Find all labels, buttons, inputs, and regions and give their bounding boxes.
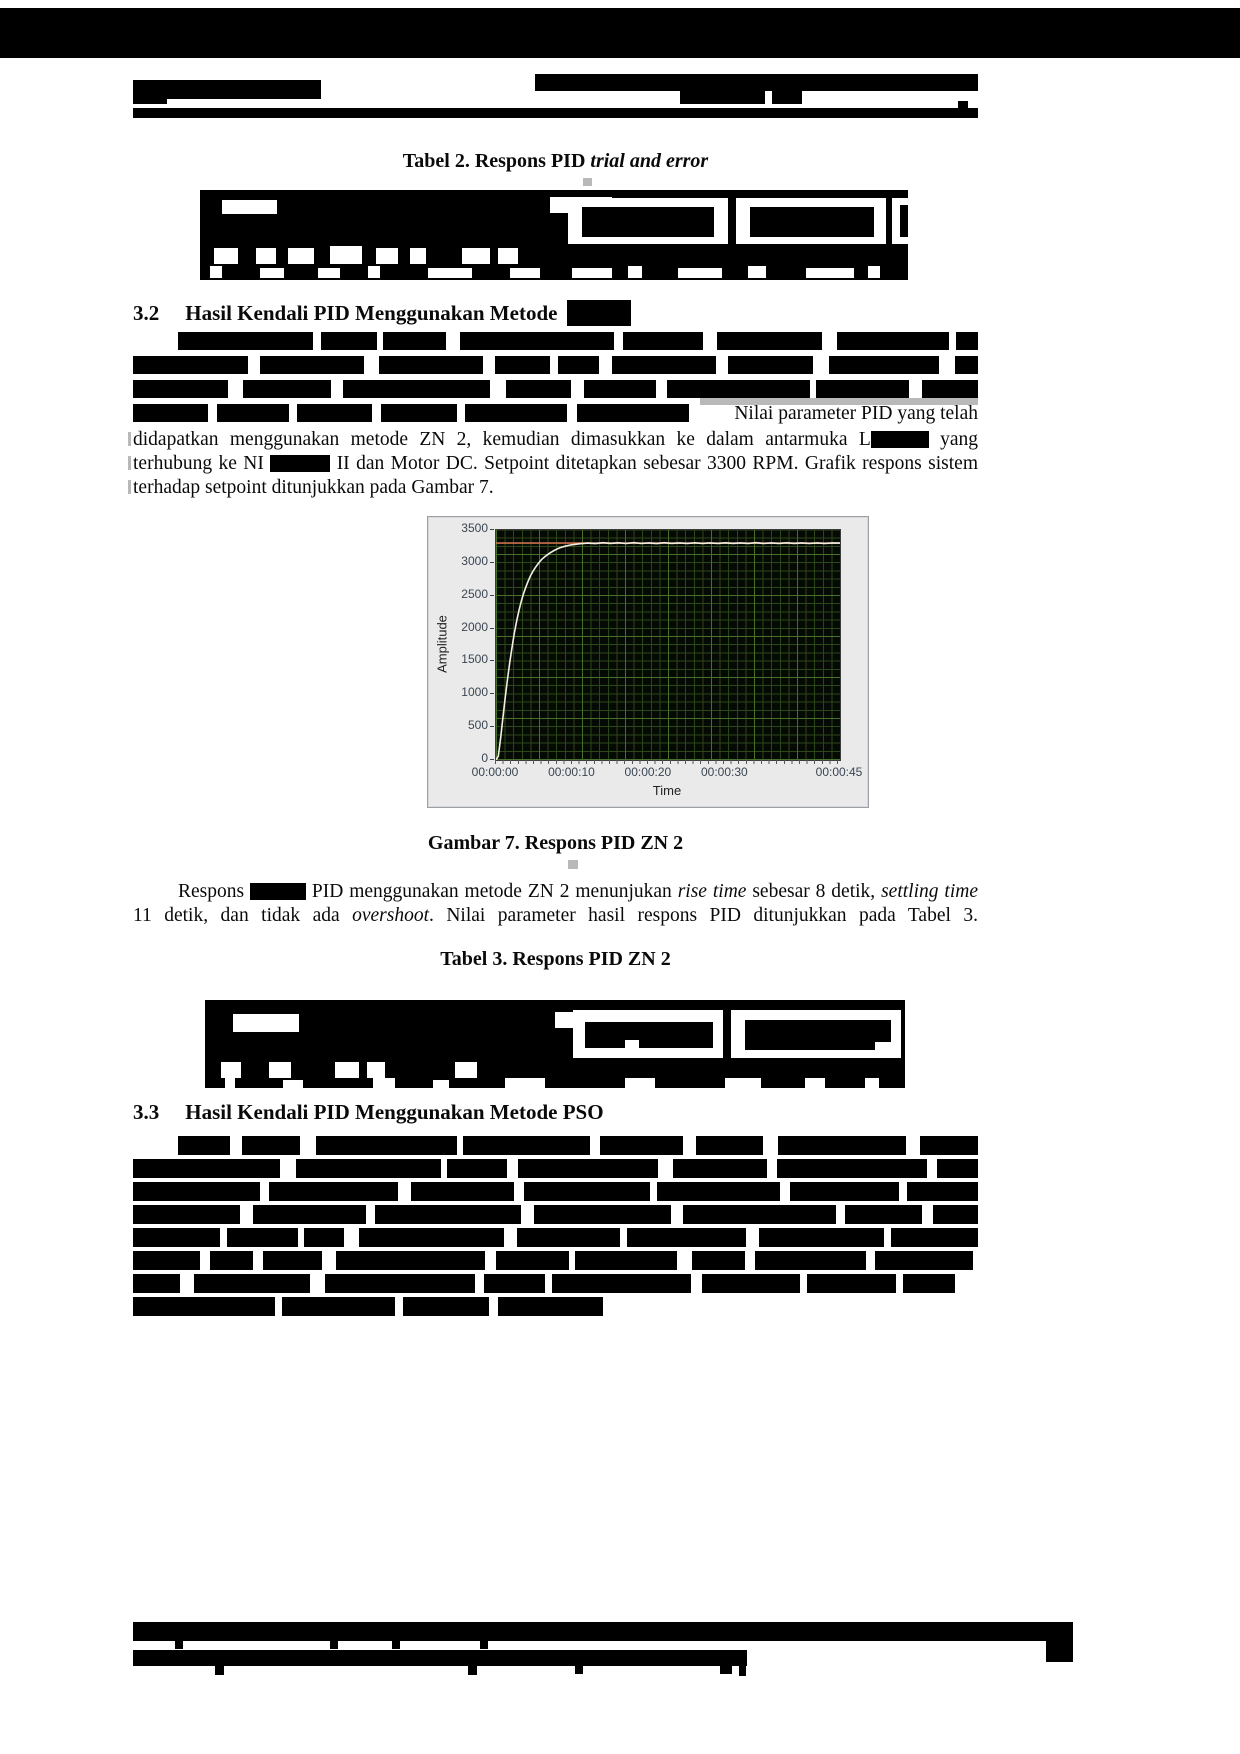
- redacted-text-block: [460, 332, 614, 350]
- redacted-text-block: [411, 1182, 514, 1201]
- redacted-word: [250, 883, 306, 900]
- redacted-table-2: [200, 190, 908, 280]
- redacted-text-block: [133, 1251, 200, 1270]
- redacted-top-banner: [0, 8, 1240, 58]
- redacted-text-line: [133, 380, 978, 398]
- redacted-header-right-line1: [535, 74, 978, 91]
- redaction-gap: [462, 248, 490, 264]
- redacted-word: [270, 455, 330, 472]
- y-tick-label: 1000: [461, 685, 488, 700]
- header-rule: [133, 108, 978, 118]
- redacted-text-block: [907, 1182, 978, 1201]
- redacted-text-block: [702, 1274, 800, 1293]
- text-run: terhadap setpoint ditunjukkan pada Gambar 7.: [133, 477, 494, 498]
- redacted-text-block: [498, 1297, 603, 1316]
- paragraph-3-2-line6: [133, 452, 978, 477]
- redaction-gap: [318, 268, 340, 278]
- redaction-gap: [625, 1040, 639, 1048]
- redaction-gap: [260, 268, 284, 278]
- y-tick-label: 2000: [461, 619, 488, 634]
- redacted-text-line: [178, 1136, 978, 1155]
- scan-artifact: [568, 860, 578, 869]
- redacted-text-block: [600, 1136, 683, 1155]
- redacted-footer-tick: [468, 1666, 477, 1675]
- redaction-gap: [269, 1062, 291, 1078]
- text-run: sebesar 8 detik,: [746, 881, 882, 902]
- redacted-journal-name: [133, 80, 321, 99]
- text-run: settling time: [881, 881, 978, 902]
- redacted-text-block: [778, 1136, 906, 1155]
- redacted-text-block: [717, 332, 822, 350]
- table2-caption-text: Tabel 2. Respons PID: [402, 150, 591, 172]
- redaction-gap: [725, 1078, 761, 1088]
- chart-series-svg: [496, 530, 840, 760]
- redacted-text-block: [891, 1228, 978, 1247]
- redacted-text-block: [683, 1205, 836, 1224]
- x-tick-label: 00:00:10: [548, 765, 595, 779]
- redacted-text-block: [210, 1251, 253, 1270]
- redacted-word: [871, 431, 929, 448]
- redacted-text-block: [484, 1274, 545, 1293]
- text-run: II dan Motor DC. Setpoint ditetapkan sebesar 3300 RPM. Grafik respons sistem: [330, 453, 978, 474]
- redacted-text-block: [673, 1159, 767, 1178]
- y-tick-label: 2500: [461, 586, 488, 601]
- redacted-footer-tick: [330, 1641, 338, 1649]
- redacted-text-block: [296, 1159, 441, 1178]
- redacted-text-block: [903, 1274, 955, 1293]
- redaction-gap: [225, 1078, 235, 1088]
- redacted-text-line: [133, 1205, 978, 1224]
- redacted-text-block: [495, 356, 550, 374]
- text-run: Respons: [178, 881, 250, 902]
- plot-area: [495, 529, 841, 761]
- redaction-gap: [625, 1078, 655, 1088]
- redacted-text-block: [558, 356, 599, 374]
- redaction-gap: [221, 1062, 241, 1078]
- redacted-text-line: [133, 1228, 978, 1247]
- paragraph-3-2-line4: Nilai parameter PID yang telah: [734, 403, 978, 424]
- redacted-footer-tick: [215, 1666, 224, 1675]
- y-tick-label: 3500: [461, 521, 488, 535]
- redacted-text-block: [922, 380, 978, 398]
- redacted-text-block: [133, 380, 228, 398]
- redacted-footer-tick: [480, 1641, 488, 1649]
- redacted-text-block: [577, 404, 689, 422]
- redacted-text-block: [133, 356, 248, 374]
- redacted-text-block: [465, 404, 567, 422]
- redacted-text-block: [807, 1274, 896, 1293]
- response-paragraph-line2: [133, 904, 978, 929]
- redacted-heading-word: [567, 300, 631, 326]
- redaction-gap: [376, 248, 398, 264]
- redacted-text-block: [227, 1228, 298, 1247]
- redacted-text-line: [133, 1182, 978, 1201]
- redacted-text-line: [133, 1251, 978, 1270]
- section-3-3-heading: [133, 1100, 604, 1125]
- x-axis-minor-ticks: [495, 760, 841, 764]
- text-run: overshoot: [352, 905, 430, 926]
- text-run: . Nilai parameter hasil respons PID ditunjukkan pada Tabel 3.: [429, 905, 978, 926]
- redacted-text-block: [534, 1205, 671, 1224]
- redaction-gap: [210, 266, 222, 278]
- redacted-text-block: [728, 356, 813, 374]
- redacted-text-block: [627, 1228, 746, 1247]
- redaction-gap: [283, 1080, 303, 1088]
- redacted-header-right-line2b: [772, 91, 802, 104]
- redacted-text-block: [316, 1136, 457, 1155]
- x-tick-label: 00:00:30: [700, 765, 748, 779]
- redaction-gap: [865, 1078, 879, 1088]
- redacted-text-block: [325, 1274, 475, 1293]
- redacted-text-block: [518, 1159, 658, 1178]
- redacted-text-block: [955, 356, 978, 374]
- redacted-text-block: [304, 1228, 344, 1247]
- redacted-text-block: [359, 1228, 504, 1247]
- redaction-gap: [805, 1078, 825, 1088]
- scan-artifact: [583, 178, 592, 186]
- redacted-text-block: [381, 404, 457, 422]
- series-respons: [496, 543, 840, 760]
- redaction-gap: [373, 1078, 395, 1088]
- redaction-gap: [233, 1014, 299, 1032]
- redaction-gap: [572, 268, 612, 278]
- redacted-text-block: [269, 1182, 398, 1201]
- redaction-gap: [806, 268, 854, 278]
- redacted-text-block: [321, 332, 377, 350]
- redaction-gap: [256, 248, 276, 264]
- redacted-text-block: [777, 1159, 927, 1178]
- redacted-text-block: [667, 380, 810, 398]
- table2-caption: [133, 150, 978, 173]
- redacted-text-block: [463, 1136, 590, 1155]
- y-tick-mark: [490, 628, 494, 629]
- section-3-2-heading: [133, 300, 631, 326]
- redacted-text-block: [194, 1274, 310, 1293]
- redacted-cell: [900, 205, 908, 237]
- redacted-text-block: [133, 404, 208, 422]
- redaction-gap: [330, 246, 362, 264]
- redacted-text-block: [692, 1251, 745, 1270]
- redacted-text-block: [336, 1251, 485, 1270]
- text-run: rise time: [677, 881, 747, 902]
- text-run: yang: [928, 429, 978, 450]
- redacted-text-block: [517, 1228, 620, 1247]
- redacted-text-line: [133, 404, 703, 422]
- redaction-gap: [875, 1042, 893, 1050]
- figure7-chart-panel: [427, 516, 869, 808]
- y-tick-mark: [490, 595, 494, 596]
- y-tick-label: 1500: [461, 652, 488, 667]
- redaction-gap: [510, 268, 540, 278]
- redacted-footer-rule: [133, 1622, 1073, 1641]
- redacted-text-block: [920, 1136, 978, 1155]
- redacted-text-block: [243, 380, 331, 398]
- redacted-footer-page-number: [1046, 1622, 1073, 1662]
- redacted-cell: [582, 207, 714, 237]
- redacted-header-right-line2a: [680, 91, 765, 104]
- redacted-text-block: [575, 1251, 677, 1270]
- redacted-text-block: [133, 1182, 260, 1201]
- redacted-text-block: [260, 356, 364, 374]
- section-title: Hasil Kendali PID Menggunakan Metode: [185, 301, 558, 325]
- redacted-text-block: [242, 1136, 300, 1155]
- y-tick-label: 500: [467, 718, 488, 733]
- text-run: 11 detik, dan tidak ada: [133, 905, 353, 926]
- redacted-text-block: [696, 1136, 763, 1155]
- redacted-text-block: [297, 404, 372, 422]
- redaction-gap: [288, 248, 314, 264]
- figure7-caption: Gambar 7. Respons PID ZN 2: [427, 832, 684, 854]
- redacted-text-block: [937, 1159, 978, 1178]
- redacted-text-block: [956, 332, 978, 350]
- x-axis-title: Time: [652, 783, 682, 798]
- redacted-text-block: [383, 332, 446, 350]
- redacted-text-block: [496, 1251, 569, 1270]
- redacted-text-block: [755, 1251, 866, 1270]
- redacted-text-block: [282, 1297, 395, 1316]
- redaction-gap: [505, 1078, 545, 1088]
- redaction-gap: [498, 248, 518, 264]
- redacted-cell: [745, 1020, 891, 1050]
- redacted-text-block: [403, 1297, 489, 1316]
- redacted-text-line: [178, 332, 978, 350]
- redacted-footer-tick: [575, 1666, 583, 1674]
- redacted-text-block: [263, 1251, 322, 1270]
- section-number: 3.2: [133, 301, 160, 325]
- redacted-text-block: [759, 1228, 884, 1247]
- redaction-gap: [222, 200, 277, 214]
- y-tick-mark: [490, 759, 494, 760]
- y-tick-label: 0: [481, 751, 488, 765]
- redacted-text-block: [253, 1205, 366, 1224]
- y-tick-label: 3000: [461, 553, 488, 568]
- redacted-text-block: [552, 1274, 691, 1293]
- redacted-footer-tick: [720, 1666, 732, 1674]
- text-run: PID menggunakan metode ZN 2 menunjukan: [306, 881, 678, 902]
- redacted-text-block: [506, 380, 571, 398]
- redaction-gap: [335, 1062, 359, 1078]
- redacted-text-block: [612, 356, 716, 374]
- redaction-gap: [368, 266, 380, 278]
- redacted-text-block: [657, 1182, 780, 1201]
- y-tick-mark: [490, 693, 494, 694]
- redaction-gap: [410, 248, 426, 264]
- scan-artifact: [128, 456, 131, 470]
- redacted-text-block: [178, 332, 313, 350]
- redacted-text-block: [816, 380, 909, 398]
- redaction-gap: [367, 1062, 385, 1078]
- redacted-footer-tick: [175, 1641, 183, 1649]
- redacted-text-block: [133, 1228, 220, 1247]
- redaction-gap: [455, 1062, 477, 1078]
- redaction-gap: [678, 268, 722, 278]
- section-number: 3.3: [133, 1100, 160, 1124]
- y-tick-mark: [490, 529, 494, 530]
- redacted-footer-tick: [392, 1641, 400, 1649]
- redacted-text-block: [829, 356, 939, 374]
- redacted-text-block: [375, 1205, 521, 1224]
- redacted-text-block: [875, 1251, 973, 1270]
- scan-artifact: [128, 480, 131, 494]
- y-tick-mark: [490, 660, 494, 661]
- section-title: Hasil Kendali PID Menggunakan Metode PSO: [185, 1100, 604, 1124]
- redacted-footer-citation: [133, 1650, 747, 1666]
- redacted-text-block: [178, 1136, 230, 1155]
- redaction-gap: [748, 266, 766, 278]
- redaction-gap: [428, 268, 472, 278]
- redacted-text-block: [447, 1159, 507, 1178]
- redacted-footer-tick: [739, 1666, 746, 1676]
- redacted-text-block: [379, 356, 483, 374]
- redacted-table-3: [205, 1000, 905, 1088]
- redacted-text-block: [584, 380, 656, 398]
- redacted-journal-name-fragment: [133, 99, 167, 104]
- redacted-text-block: [133, 1274, 180, 1293]
- x-tick-label: 00:00:00: [471, 765, 519, 779]
- redacted-cell: [585, 1022, 713, 1048]
- redaction-gap: [214, 248, 238, 264]
- redacted-text-block: [837, 332, 949, 350]
- redaction-gap: [433, 1080, 449, 1088]
- text-run: terhubung ke NI: [133, 453, 271, 474]
- redacted-cell: [750, 207, 874, 237]
- redacted-text-block: [845, 1205, 922, 1224]
- table3-caption: Tabel 3. Respons PID ZN 2: [440, 948, 671, 970]
- redacted-text-line: [133, 356, 978, 374]
- response-paragraph-line1: [178, 880, 978, 905]
- redacted-text-line: [133, 1274, 978, 1293]
- redacted-text-block: [133, 1159, 280, 1178]
- redacted-text-block: [790, 1182, 899, 1201]
- scan-artifact: [128, 432, 131, 446]
- redacted-text-block: [623, 332, 703, 350]
- x-tick-label: 00:00:20: [624, 765, 672, 779]
- redacted-text-block: [524, 1182, 650, 1201]
- redacted-text-block: [133, 1297, 275, 1316]
- redaction-gap: [628, 266, 642, 278]
- redacted-text-block: [133, 1205, 240, 1224]
- redacted-text-line: [133, 1159, 978, 1178]
- paragraph-3-2-line5: [133, 428, 978, 453]
- redaction-gap: [868, 266, 880, 278]
- x-tick-label: 00:00:45: [815, 765, 863, 779]
- redacted-text-block: [217, 404, 289, 422]
- y-tick-mark: [490, 726, 494, 727]
- text-run: didapatkan menggunakan metode ZN 2, kemudian dimasukkan ke dalam antarmuka L: [133, 429, 871, 450]
- y-axis-title: Amplitude: [434, 615, 450, 673]
- y-tick-mark: [490, 562, 494, 563]
- redacted-text-line: [133, 1297, 603, 1316]
- paragraph-3-2-line7: [133, 476, 978, 501]
- redacted-text-block: [933, 1205, 978, 1224]
- redacted-text-block: [343, 380, 490, 398]
- table2-caption-italic: trial and error: [590, 150, 709, 172]
